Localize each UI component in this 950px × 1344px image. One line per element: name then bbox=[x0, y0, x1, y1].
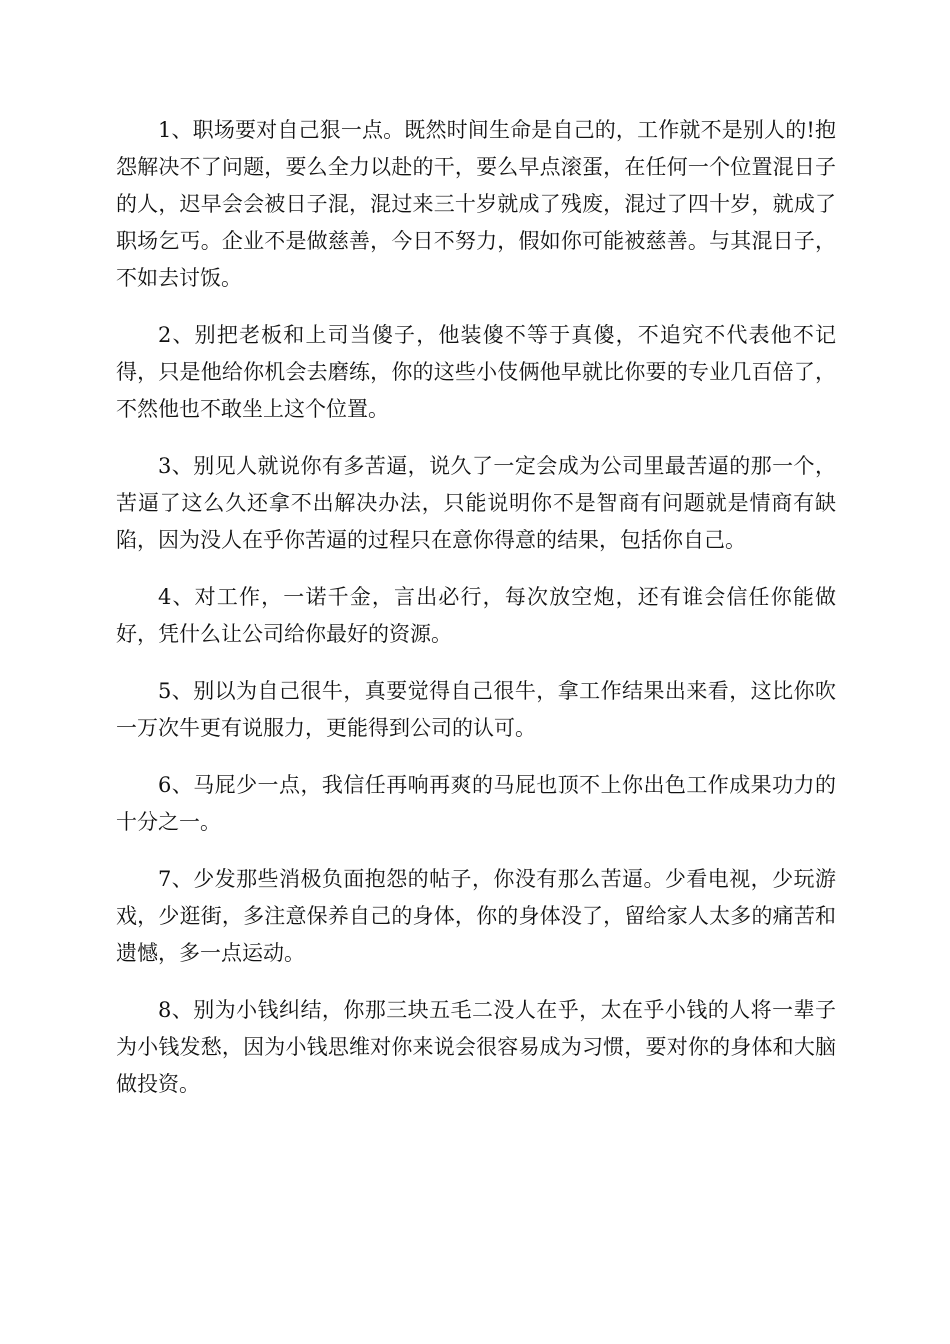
paragraph-3: 3、别见人就说你有多苦逼，说久了一定会成为公司里最苦逼的那一个，苦逼了这么久还拿不出解决办法，只能说明你不是智商有问题就是情商有缺陷，因为没人在乎你苦逼的过程只在意你得意的结果，包括你自己。 bbox=[116, 454, 836, 552]
paragraph-1: 1、职场要对自己狠一点。既然时间生命是自己的，工作就不是别人的!抱怨解决不了问题，要么全力以赴的干，要么早点滚蛋，在任何一个位置混日子的人，迟早会会被日子混，混过来三十岁就成了残废，混过了四十岁，就成了职场乞丐。企业不是做慈善，今日不努力，假如你可能被慈善。与其混日子，不如去讨饭。 bbox=[116, 118, 836, 290]
paragraph-8: 8、别为小钱纠结，你那三块五毛二没人在乎，太在乎小钱的人将一辈子为小钱发愁，因为小钱思维对你来说会很容易成为习惯，要对你的身体和大脑做投资。 bbox=[116, 998, 836, 1096]
paragraph-6: 6、马屁少一点，我信任再响再爽的马屁也顶不上你出色工作成果功力的十分之一。 bbox=[116, 773, 836, 834]
paragraph-5: 5、别以为自己很牛，真要觉得自己很牛，拿工作结果出来看，这比你吹一万次牛更有说服力，更能得到公司的认可。 bbox=[116, 679, 836, 740]
paragraph-2: 2、别把老板和上司当傻子，他装傻不等于真傻，不追究不代表他不记得，只是他给你机会去磨练，你的这些小伎俩他早就比你要的专业几百倍了，不然他也不敢坐上这个位置。 bbox=[116, 323, 836, 421]
paragraph-4: 4、对工作，一诺千金，言出必行，每次放空炮，还有谁会信任你能做好，凭什么让公司给你最好的资源。 bbox=[116, 585, 836, 646]
document-body bbox=[116, 112, 836, 1123]
paragraph-7: 7、少发那些消极负面抱怨的帖子，你没有那么苦逼。少看电视，少玩游戏，少逛街，多注意保养自己的身体，你的身体没了，留给家人太多的痛苦和遗憾，多一点运动。 bbox=[116, 867, 836, 965]
